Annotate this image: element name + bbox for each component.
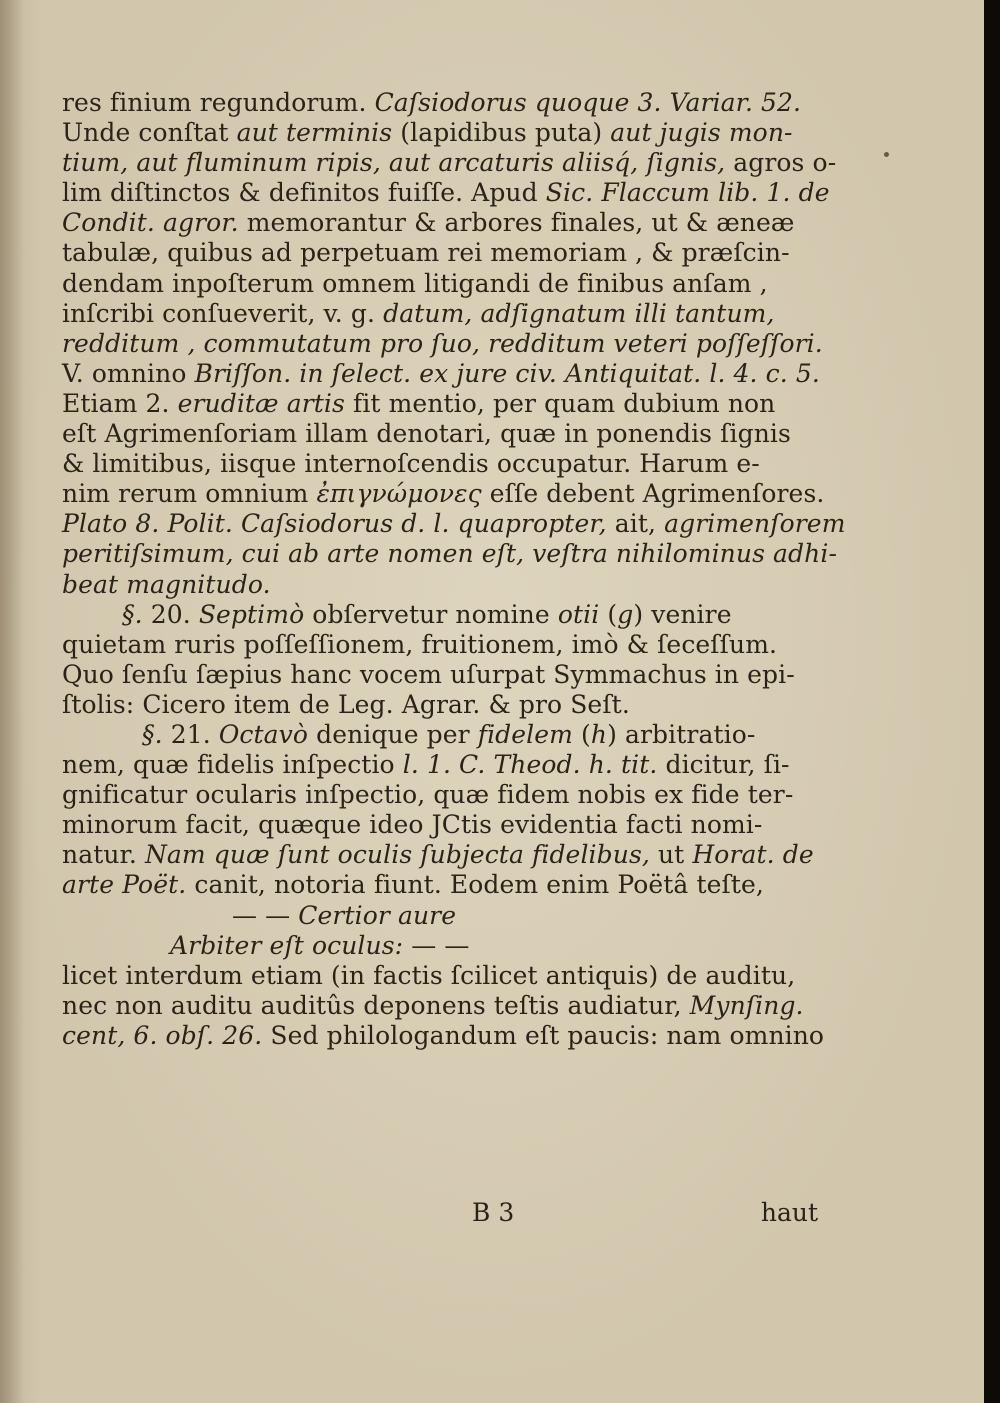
text-line (62, 840, 822, 870)
italic-segment: aut terminis (236, 118, 393, 148)
roman-segment: Quo ſenſu ſæpius hanc vocem uſurpat Symmachus in epi- (62, 659, 795, 689)
roman-segment: eſt Agrimenſoriam illam denotari, quæ in ponendis ſignis (62, 419, 791, 449)
italic-segment: Caſsiodorus quoque 3. Variar. 52. (374, 88, 802, 117)
italic-segment: Octavò (218, 719, 309, 749)
signature-mark: B 3 (472, 1198, 515, 1227)
italic-segment: peritiſsimum, cui ab arte nomen eſt, veſtra nihilominus adhi- (62, 539, 837, 569)
text-line (62, 600, 822, 630)
text-line (62, 389, 822, 419)
text-line (62, 359, 822, 389)
italic-segment: ἐπιγνώμονες (316, 479, 482, 509)
italic-segment: redditum , commutatum pro ſuo, redditum veteri poſſeſſori. (62, 328, 823, 358)
roman-segment: — — (232, 900, 299, 930)
roman-segment: res finium regundorum. (62, 88, 375, 117)
italic-segment: otii (557, 599, 600, 629)
roman-segment: licet interdum etiam (in factis ſcilicet antiquis) de auditu, (62, 960, 796, 990)
italic-segment: tium, aut fluminum ripis, aut arcaturis aliisq́, ſignis, (62, 148, 726, 178)
roman-segment: memorantur & arbores finales, ut & æneæ (238, 208, 795, 238)
italic-segment: eruditæ artis (177, 388, 345, 418)
text-line (62, 931, 822, 961)
italic-segment: arte Poët. (62, 870, 187, 900)
roman-segment: nec non auditu auditûs deponens teſtis audiatur, (62, 990, 690, 1020)
roman-segment: ( (572, 719, 591, 749)
roman-segment: ) venire (633, 599, 732, 629)
italic-segment: Condit. agror. (62, 208, 239, 238)
text-line (62, 780, 822, 810)
italic-segment: Nam quæ ſunt oculis ſubjecta fidelibus, (144, 840, 650, 870)
roman-segment: (lapidibus puta) (392, 118, 611, 148)
roman-segment: canit, notoria fiunt. Eodem enim Poëtâ teſte, (186, 870, 764, 900)
roman-segment: agros o- (725, 148, 837, 178)
roman-segment: ut (649, 840, 693, 870)
roman-segment: tabulæ, quibus ad perpetuam rei memoriam , & præſcin- (62, 238, 790, 268)
latin-text-block (62, 88, 846, 1051)
roman-segment: quietam ruris poſſeſſionem, fruitionem, imò & ſeceſſum. (62, 629, 778, 659)
text-line (62, 570, 822, 600)
roman-segment: eſſe debent Agrimenſores. (481, 479, 825, 509)
italic-segment: aut jugis mon- (610, 118, 793, 148)
text-line (62, 178, 830, 208)
italic-segment: Septimò (198, 599, 305, 629)
text-line (62, 630, 822, 660)
catchword: haut (760, 1198, 818, 1227)
roman-segment: 20. (150, 599, 199, 629)
text-line (62, 479, 825, 509)
roman-segment: dendam inpoſterum omnem litigandi de finibus anſam , (62, 268, 768, 298)
italic-segment: beat magnitudo. (62, 569, 271, 599)
text-line (62, 148, 837, 178)
text-line (62, 901, 822, 931)
text-line (62, 750, 822, 780)
text-line (62, 660, 822, 690)
roman-segment: inſcribi conſueverit, v. g. (62, 298, 384, 328)
text-line (62, 118, 822, 148)
roman-segment: fit mentio, per quam dubium non (344, 388, 776, 418)
italic-segment: Briſſon. in ſelect. ex jure civ. Antiquitat. l. 4. c. 5. (194, 358, 820, 388)
roman-segment: — — (403, 930, 470, 960)
text-line (62, 329, 822, 359)
roman-segment: nim rerum omnium (62, 479, 317, 509)
text-line (62, 810, 822, 840)
italic-segment: Horat. de (692, 840, 814, 870)
text-line (62, 690, 822, 720)
text-line (62, 208, 822, 238)
italic-segment: §. (122, 599, 151, 629)
italic-segment: datum, adſignatum illi tantum, (383, 298, 775, 328)
text-line (62, 238, 822, 268)
roman-segment: natur. (62, 840, 145, 870)
roman-segment: obſervetur nomine (304, 599, 558, 629)
italic-segment: Mynſing. (689, 990, 804, 1020)
italic-segment: fidelem (477, 719, 573, 749)
italic-segment: Sic. Flaccum lib. 1. de (545, 178, 830, 208)
italic-segment: g (617, 599, 634, 629)
roman-segment: denique per (308, 719, 478, 749)
italic-segment: §. (142, 719, 171, 749)
roman-segment: minorum facit, quæque ideo JCtis evidentia facti nomi- (62, 810, 763, 840)
roman-segment: Sed philologandum eſt paucis: nam omnino (262, 1020, 825, 1050)
text-line (62, 1020, 825, 1051)
roman-segment: ( (599, 599, 618, 629)
italic-segment: h (590, 719, 608, 749)
page-speck (884, 152, 889, 157)
roman-segment: ) arbitratio- (607, 719, 756, 749)
text-line (62, 299, 822, 329)
text-line (62, 991, 822, 1021)
italic-segment: Plato 8. Polit. Caſsiodorus d. l. quapropter, (62, 509, 607, 539)
italic-segment: l. 1. C. Theod. h. tit. (402, 750, 658, 780)
italic-segment: Arbiter eſt oculus: (170, 930, 404, 960)
text-line (62, 961, 822, 991)
italic-segment: agrimenſorem (664, 509, 846, 539)
page-gutter-shadow (0, 0, 24, 1403)
roman-segment: dicitur, ſi- (657, 750, 790, 780)
italic-segment: cent, 6. obſ. 26. (62, 1020, 263, 1050)
roman-segment: Unde conſtat (62, 118, 237, 148)
italic-segment: Certior aure (298, 900, 457, 930)
text-line (62, 870, 822, 900)
page-edge-shadow (984, 0, 1000, 1403)
roman-segment: & limitibus, iisque internoſcendis occupatur. Harum e- (62, 449, 760, 479)
text-line (62, 449, 822, 479)
roman-segment: 21. (170, 719, 219, 749)
page-footer (62, 1198, 822, 1234)
roman-segment: lim diſtinctos & definitos fuiſſe. Apud (62, 178, 546, 208)
roman-segment: V. omnino (62, 358, 195, 388)
text-line (62, 269, 822, 299)
roman-segment: Etiam 2. (62, 388, 178, 418)
text-line (62, 509, 846, 539)
roman-segment: ait, (606, 509, 665, 539)
roman-segment: nem, quæ fidelis inſpectio (62, 750, 403, 780)
text-line (62, 539, 837, 569)
roman-segment: gnificatur ocularis inſpectio, quæ fidem nobis ex fide ter- (62, 780, 794, 810)
text-line (62, 419, 822, 449)
text-line (62, 720, 822, 750)
text-line (62, 88, 822, 118)
roman-segment: ſtolis: Cicero item de Leg. Agrar. & pro Seſt. (62, 689, 630, 719)
